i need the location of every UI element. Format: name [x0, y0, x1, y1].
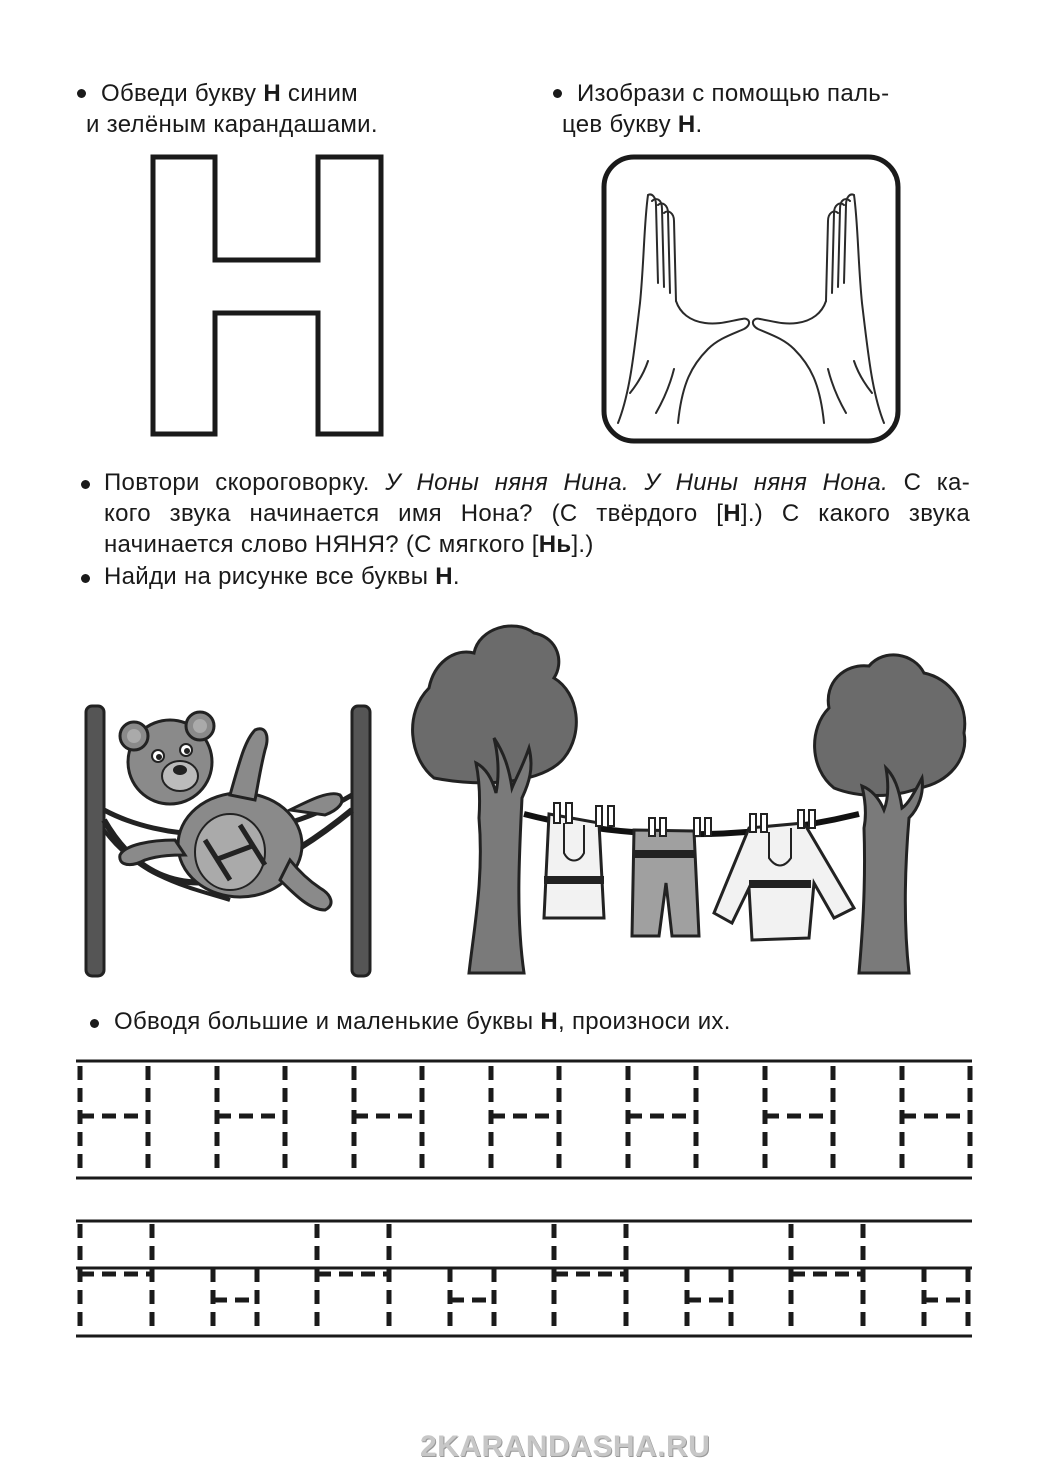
text: , произноси их. [558, 1008, 731, 1035]
dashed-small-letter [924, 1268, 968, 1334]
task5-instruction [114, 1006, 731, 1037]
letter-n-bold: Н [263, 80, 281, 107]
dashed-capital-letter [80, 1066, 970, 1176]
tracing-row-mixed [76, 1218, 974, 1342]
text: и зелёным карандашами. [86, 111, 378, 138]
text: Найди на рисунке все буквы [104, 563, 436, 590]
dashed-small-letter [213, 1268, 257, 1334]
text: . [452, 563, 460, 590]
text: С ка- [888, 469, 970, 496]
text: Повтори скороговорку. [104, 469, 386, 496]
bullet [77, 89, 86, 98]
task4-instruction [104, 561, 460, 592]
text: синим [280, 80, 358, 107]
trees-laundry-picture [404, 618, 976, 980]
text: Изобрази с помощью паль- [577, 80, 890, 107]
letter-n-bold: Н [540, 1008, 559, 1035]
dashed-capital-letter [554, 1224, 626, 1334]
hands-letter-h-picture [600, 153, 902, 445]
letter-h-outline [145, 150, 390, 440]
text: ].) [571, 531, 594, 558]
tracing-row-capital [76, 1058, 974, 1182]
text: кого звука начинается имя Нона? (С твёрдого [ [104, 500, 724, 527]
tongue-twister: У Ноны няня Нина. У Нины няня Нона. [385, 469, 889, 496]
sound-hard-n: Н [723, 500, 741, 527]
dashed-small-letter [687, 1268, 731, 1334]
task2-instruction [562, 78, 890, 140]
bullet [81, 480, 90, 489]
text: начинается слово НЯНЯ? (С мягкого [ [104, 531, 539, 558]
bullet [553, 89, 562, 98]
letter-n-bold: Н [677, 111, 696, 138]
dashed-small-letter [450, 1268, 494, 1334]
task1-instruction [86, 78, 378, 140]
text: Обведи букву [101, 80, 264, 107]
dashed-capital-letter [317, 1224, 389, 1334]
watermark: 2KARANDASHA.RU [420, 1430, 711, 1463]
text: ].) С какого звука [740, 500, 970, 527]
dashed-capital-letter [791, 1224, 863, 1334]
bear-hammock-picture [80, 700, 380, 980]
bullet [90, 1019, 99, 1028]
text: цев букву [562, 111, 678, 138]
letter-n-bold: Н [435, 563, 453, 590]
sound-soft-n: Нь [538, 531, 572, 558]
bullet [81, 574, 90, 583]
task3-instruction [104, 467, 970, 560]
dashed-capital-letter [80, 1224, 152, 1334]
text: Обводя большие и маленькие буквы [114, 1008, 541, 1035]
text: . [695, 111, 703, 138]
